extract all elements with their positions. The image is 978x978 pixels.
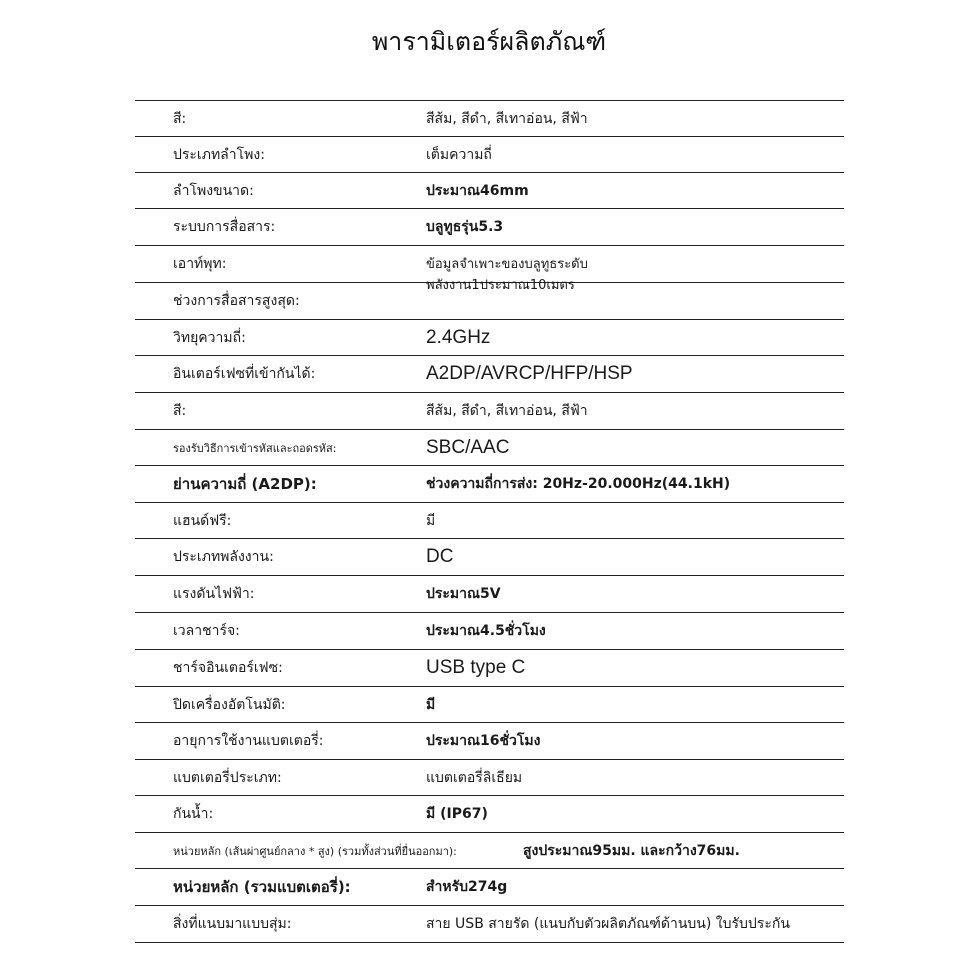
- page-title: พารามิเตอร์ผลิตภัณฑ์: [371, 27, 607, 56]
- spec-value: A2DP/AVRCP/HFP/HSP: [426, 363, 633, 384]
- spec-label: ย่านความถี่ (A2DP):: [173, 475, 317, 493]
- spec-value: เต็มความถี่: [426, 146, 492, 163]
- spec-label: ประเภทลำโพง:: [173, 146, 265, 163]
- spec-row-auto-off: [135, 687, 844, 723]
- spec-value: บลูทูธรุ่น5.3: [426, 219, 504, 235]
- spec-row-radio-frequency: [135, 320, 844, 356]
- spec-row-handsfree: [135, 503, 844, 539]
- spec-value: ข้อมูลจำเพาะของบลูทูธระดับพลังงาน1ประมาณ10เมตร: [426, 257, 588, 293]
- spec-label: หน่วยหลัก (เส้นผ่าศูนย์กลาง * สูง) (รวมทั้งส่วนที่ยื่นออกมา):: [173, 844, 457, 858]
- spec-value: แบตเตอรี่ลิเธียม: [426, 769, 523, 786]
- spec-row-communication: [135, 209, 844, 246]
- spec-value: ประมาณ46mm: [426, 182, 529, 199]
- spec-row-color-2: [135, 393, 844, 430]
- spec-value: สำหรับ274g: [426, 879, 508, 895]
- spec-label: กันน้ำ:: [173, 806, 214, 822]
- spec-label: สี:: [173, 403, 187, 419]
- spec-row-charge-interface: [135, 650, 844, 687]
- spec-value: ช่วงความถี่การส่ง: 20Hz-20.000Hz(44.1kH): [426, 476, 731, 492]
- spec-row-interface: [135, 356, 844, 393]
- spec-value: สีส้ม, สีดำ, สีเทาอ่อน, สีฟ้า: [426, 110, 588, 127]
- spec-value: สูงประมาณ95มม. และกว้าง76มม.: [523, 842, 740, 859]
- spec-label: ช่วงการสื่อสารสูงสุด:: [173, 293, 300, 309]
- spec-row-waterproof: [135, 796, 844, 833]
- spec-row-power-type: [135, 539, 844, 576]
- spec-label: สี:: [173, 110, 187, 127]
- spec-label: เอาท์พุท:: [173, 256, 227, 272]
- spec-value: มี: [426, 696, 436, 713]
- spec-label: สิ่งที่แนบมาแบบสุ่ม:: [173, 916, 292, 932]
- spec-value: สาย USB สายรัด (แนบกับตัวผลิตภัณฑ์ด้านบน) ใบรับประกัน: [426, 916, 790, 932]
- spec-value: สีส้ม, สีดำ, สีเทาอ่อน, สีฟ้า: [426, 403, 588, 419]
- spec-row-accessories: [135, 906, 844, 943]
- spec-row-weight: [135, 869, 844, 906]
- spec-label: ระบบการสื่อสาร:: [173, 219, 276, 235]
- spec-label: วิทยุความถี่:: [173, 329, 246, 346]
- spec-value: SBC/AAC: [426, 436, 510, 458]
- spec-label: ชาร์จอินเตอร์เฟซ:: [173, 660, 283, 676]
- spec-label: อินเตอร์เฟซที่เข้ากันได้:: [173, 366, 316, 382]
- spec-label: ประเภทพลังงาน:: [173, 549, 274, 565]
- spec-value: ประมาณ16ชั่วโมง: [426, 733, 541, 749]
- spec-row-output: [135, 246, 844, 293]
- spec-row-speaker-type: [135, 137, 844, 173]
- spec-row-frequency-band: [135, 466, 844, 503]
- spec-row-battery-type: [135, 760, 844, 796]
- spec-value: ประมาณ5V: [426, 586, 501, 602]
- spec-label: ลำโพงขนาด:: [173, 182, 254, 199]
- spec-label: แรงดันไฟฟ้า:: [173, 586, 255, 602]
- spec-row-dimensions: [135, 833, 844, 869]
- spec-label: อายุการใช้งานแบตเตอรี่:: [173, 733, 324, 749]
- spec-row-battery-life: [135, 723, 844, 760]
- spec-value: มี (IP67): [426, 806, 488, 822]
- spec-label: หน่วยหลัก (รวมแบตเตอรี่):: [173, 878, 351, 896]
- spec-row-charge-time: [135, 613, 844, 650]
- spec-row-speaker-size: [135, 173, 844, 209]
- spec-label: แฮนด์ฟรี:: [173, 512, 232, 529]
- spec-label: เวลาชาร์จ:: [173, 623, 240, 639]
- spec-row-codec: [135, 430, 844, 466]
- spec-table: [135, 100, 844, 943]
- spec-row-voltage: [135, 576, 844, 613]
- spec-value: USB type C: [426, 657, 526, 678]
- spec-value: 2.4GHz: [426, 326, 491, 348]
- spec-value: ประมาณ4.5ชั่วโมง: [426, 623, 546, 639]
- spec-value: DC: [426, 546, 454, 567]
- spec-label: รองรับวิธีการเข้ารหัสและถอดรหัส:: [173, 441, 337, 455]
- spec-row-color: [135, 101, 844, 137]
- spec-label: แบตเตอรี่ประเภท:: [173, 769, 282, 786]
- spec-label: ปิดเครื่องอัตโนมัติ:: [173, 696, 286, 713]
- spec-value: มี: [426, 512, 436, 529]
